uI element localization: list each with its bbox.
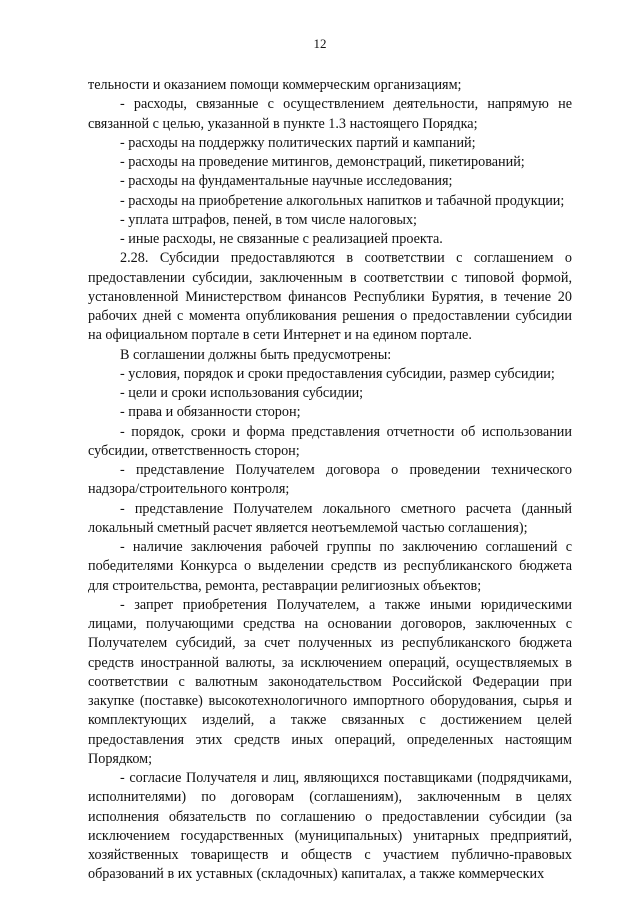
list-item: - права и обязанности сторон;	[120, 404, 301, 421]
list-item: - порядок, сроки и форма представления отчетности об использовании субсидии, ответственность сторон;	[88, 423, 572, 459]
list-item: - расходы на фундаментальные научные исследования;	[120, 173, 453, 190]
page-number: 12	[313, 36, 327, 51]
list-item: - наличие заключения рабочей группы по заключению соглашений с победителями Конкурса о выделении средств из республиканского бюджета для строительства, ремонта, реставрации религиозных объектов;	[88, 539, 572, 594]
list-item: - иные расходы, не связанные с реализацией проекта.	[120, 231, 443, 247]
list-item: - расходы на приобретение алкогольных напитков и табачной продукции;	[120, 192, 565, 209]
list-item: - расходы на проведение митингов, демонстраций, пикетирований;	[120, 154, 525, 170]
paragraph: В соглашении должны быть предусмотрены:	[120, 346, 392, 363]
document-body	[88, 76, 572, 885]
clause-paragraph: 2.28. Субсидии предоставляются в соответствии с соглашением о предоставлении субсидии, заключенным в соответствии с типовой формой, установленной Министерством финансов Республики Бурятия, в течение 20 рабочих дней с момента опубликования решения о предоставлении субсидии на официальном портале в сети Интернет и на едином портале.	[88, 250, 572, 344]
list-item: - уплата штрафов, пеней, в том числе налоговых;	[120, 211, 417, 228]
paragraph-continuation: тельности и оказанием помощи коммерческим организациям;	[88, 77, 462, 93]
list-item: - согласие Получателя и лиц, являющихся поставщиками (подрядчиками, исполнителями) по договорам (соглашениям), заключенным в целях исполнения обязательств по соглашению о предоставлении субсидии (за исключением государственных (муниципальных) унитарных предприятий, хозяйственных товариществ и обществ с участием публично-правовых образований в их уставных (складочных) капиталах, а также коммерческих	[88, 770, 572, 883]
list-item: - расходы на поддержку политических партий и кампаний;	[120, 134, 476, 151]
list-item: - цели и сроки использования субсидии;	[120, 385, 364, 401]
list-item: - условия, порядок и сроки предоставления субсидии, размер субсидии;	[120, 365, 555, 382]
list-item: - расходы, связанные с осуществлением деятельности, напрямую не связанной с целью, указанной в пункте 1.3 настоящего Порядка;	[88, 96, 572, 132]
list-item: - запрет приобретения Получателем, а также иными юридическими лицами, получающими средства на основании договоров, заключенных с Получателем субсидий, за счет полученных из республиканского бюджета средств иностранной валюты, за исключением операций, осуществляемых в соответствии с валютным законодательством Российской Федерации при закупке (поставке) высокотехнологичного импортного оборудования, сырья и комплектующих изделий, а также связанных с достижением целей предоставления этих средств иных операций, определенных настоящим Порядком;	[88, 596, 572, 767]
list-item: - представление Получателем договора о проведении технического надзора/строительного контроля;	[88, 462, 572, 498]
list-item: - представление Получателем локального сметного расчета (данный локальный сметный расчет является неотъемлемой частью соглашения);	[88, 500, 572, 536]
